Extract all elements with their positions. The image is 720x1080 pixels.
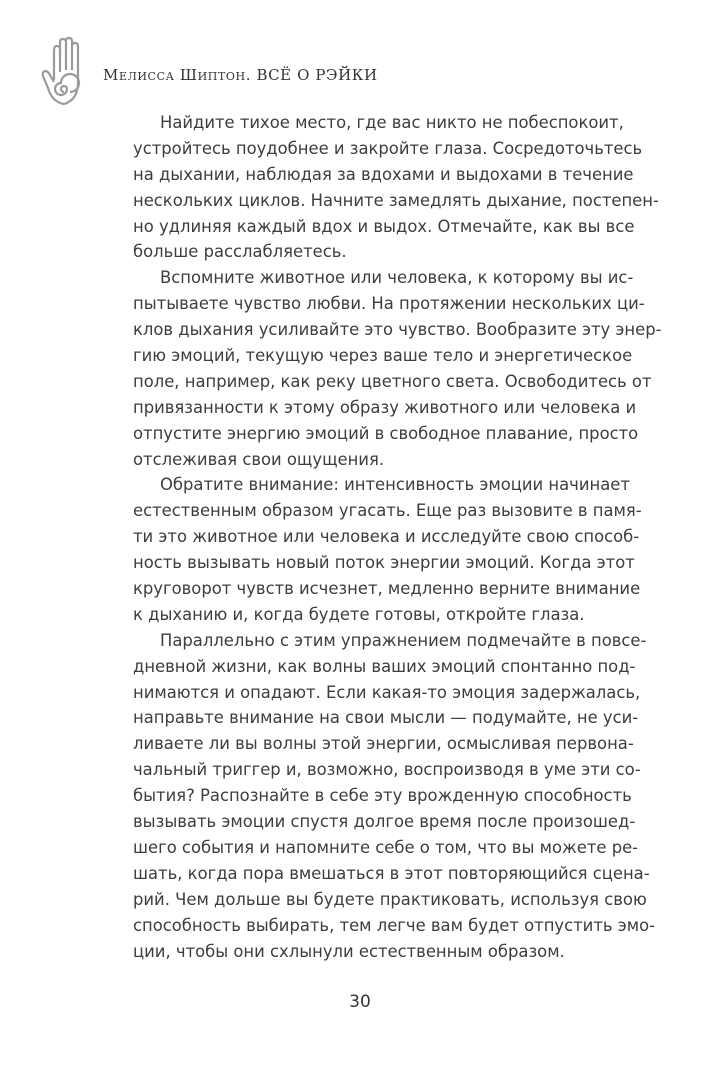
text-line: отслеживая свои ощущения. — [133, 449, 385, 469]
text-line: Параллельно с этим упражнением подмечайте в повсе- — [160, 630, 647, 650]
paragraph — [133, 628, 656, 965]
paragraph — [133, 472, 642, 627]
text-line: Вспомните животное или человека, к которому вы ис- — [160, 268, 634, 288]
body-text — [133, 110, 662, 964]
text-line: шего события и напомните себе о том, что вы можете ре- — [133, 837, 639, 857]
text-line: Обратите внимание: интенсивность эмоции начинает — [160, 475, 630, 495]
text-line: ность вызывать новый поток энергии эмоций. Когда этот — [133, 553, 635, 573]
text-line: пытываете чувство любви. На протяжении нескольких ци- — [133, 294, 645, 314]
paragraph — [133, 265, 662, 472]
text-line: привязанности к этому образу животного или человека и — [133, 397, 637, 417]
text-line: бытия? Распознайте в себе эту врожденную способность — [133, 786, 632, 806]
text-line: поле, например, как реку цветного света. Освободитесь от — [133, 371, 652, 391]
text-line: на дыхании, наблюдая за вдохами и выдохами в течение — [133, 164, 634, 184]
text-line: круговорот чувств исчезнет, медленно верните внимание — [133, 579, 641, 599]
text-line: ливаете ли вы волны этой энергии, осмысливая первона- — [133, 734, 634, 754]
text-line: но удлиняя каждый вдох и выдох. Отмечайте, как вы все — [133, 216, 635, 236]
text-line: рий. Чем дольше вы будете практиковать, используя свою — [133, 889, 647, 909]
text-line: вызывать эмоции спустя долгое время после произошед- — [133, 812, 636, 832]
text-line: устройтесь поудобнее и закройте глаза. Сосредоточьтесь — [133, 138, 643, 158]
text-line: больше расслабляетесь. — [133, 242, 347, 262]
text-line: шать, когда пора вмешаться в этот повторяющийся сцена- — [133, 863, 650, 883]
hand-spiral-icon — [40, 36, 92, 108]
text-line: ти это животное или человека и исследуйте свою способ- — [133, 527, 640, 547]
text-line: отпустите энергию эмоций в свободное плавание, просто — [133, 423, 639, 443]
page-number: 30 — [349, 992, 371, 1012]
text-line: естественным образом угасать. Еще раз вызовите в памя- — [133, 501, 642, 521]
running-header: Мелисса Шиптон. ВСЁ О РЭЙКИ — [103, 66, 378, 84]
text-line: Найдите тихое место, где вас никто не побеспокоит, — [160, 113, 624, 132]
text-line: нимаются и опадают. Если какая-то эмоция задержалась, — [133, 682, 641, 702]
text-line: к дыханию и, когда будете готовы, откройте глаза. — [133, 604, 585, 624]
text-line: гию эмоций, текущую через ваше тело и энергетическое — [133, 346, 633, 366]
text-line: способность выбирать, тем легче вам будет отпустить эмо- — [133, 915, 656, 935]
text-line: направьте внимание на свои мысли — подумайте, не уси- — [133, 708, 639, 728]
text-line: нескольких циклов. Начните замедлять дыхание, постепен- — [133, 190, 659, 210]
text-line: ции, чтобы они схлынули естественным образом. — [133, 941, 565, 961]
text-line: дневной жизни, как волны ваших эмоций спонтанно под- — [133, 656, 636, 676]
paragraph — [133, 110, 659, 265]
text-line: чальный триггер и, возможно, воспроизводя в уме эти со- — [133, 760, 641, 780]
text-line: клов дыхания усиливайте это чувство. Вообразите эту энер- — [133, 320, 662, 340]
